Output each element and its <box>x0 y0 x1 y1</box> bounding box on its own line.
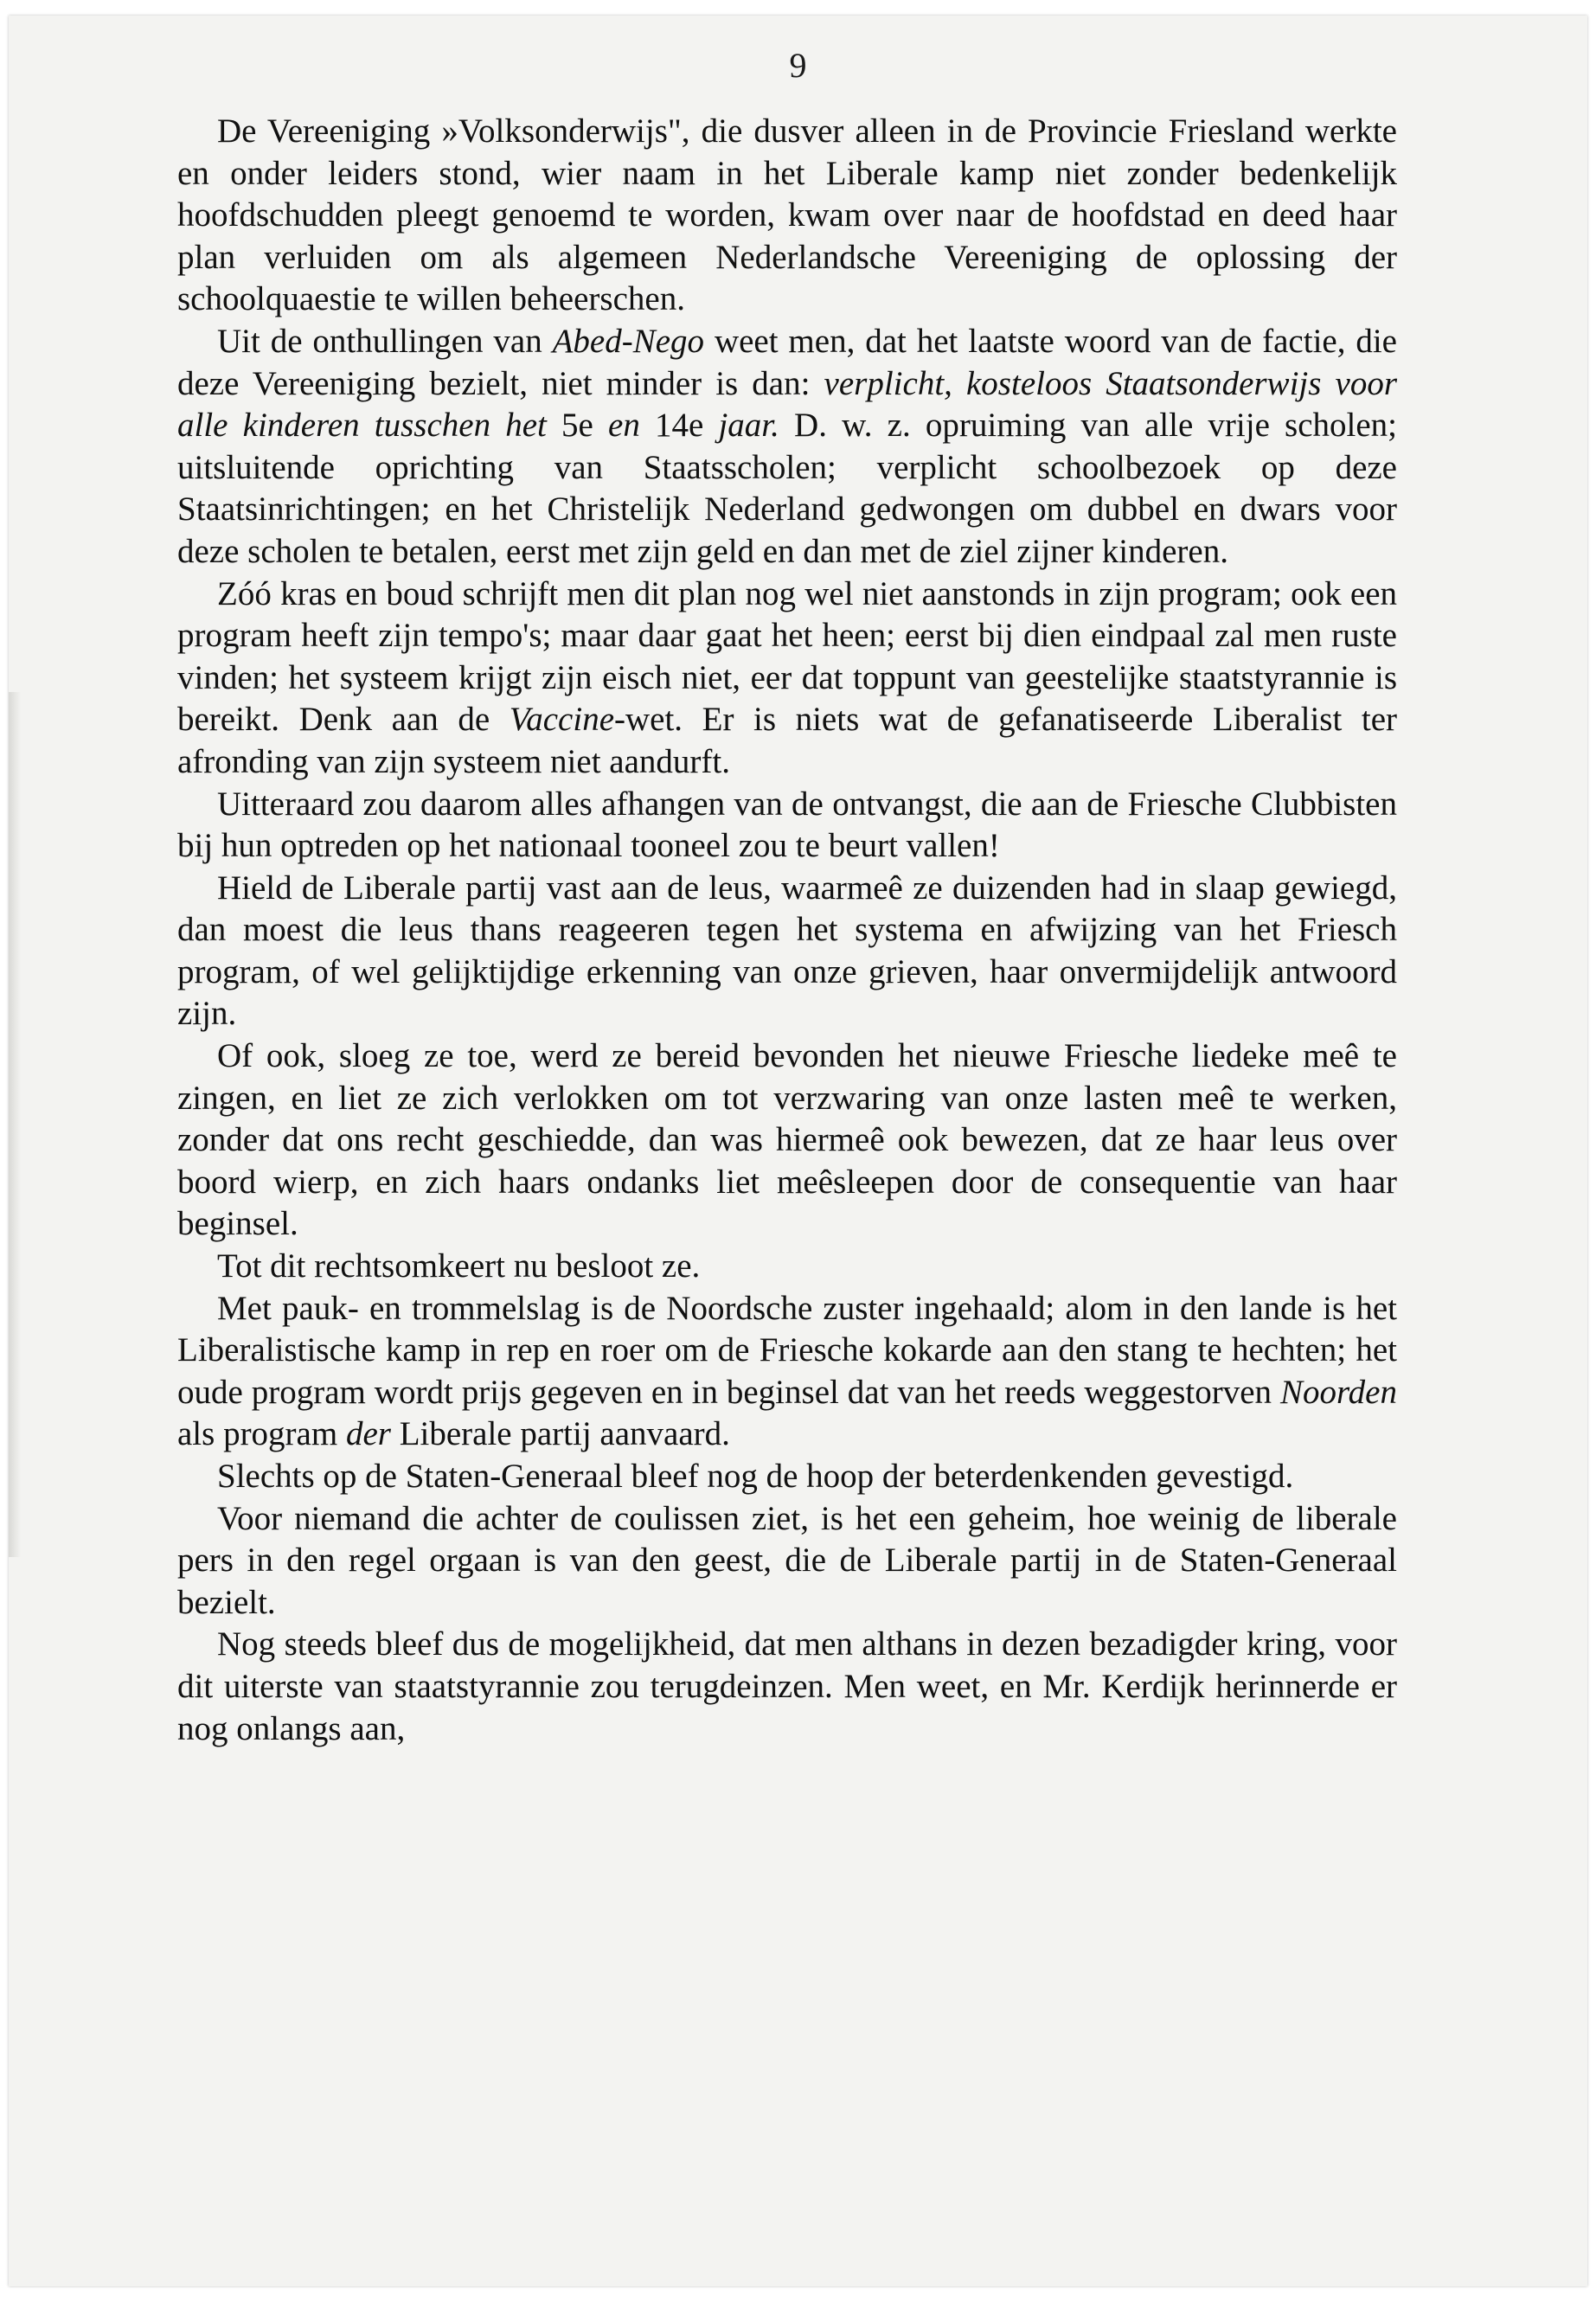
paragraph-2 <box>177 321 1397 574</box>
paragraph-11 <box>177 1624 1397 1750</box>
page-number: 9 <box>789 46 807 85</box>
text-run: De Vereeniging »Volksonderwijs", die dusver alleen in de Provincie Friesland werkte en onder leiders stond, wier naam in het Liberale kamp niet zonder bedenkelijk hoofdschudden pleegt genoemd te worden, kwam over naar de hoofdstad en deed haar plan verluiden om als algemeen Nederlandsche Vereeniging de oplossing der schoolquaestie te willen beheerschen. <box>177 112 1397 318</box>
paragraph-8 <box>177 1288 1397 1456</box>
text-run: Zóó kras en boud schrijft men dit plan nog wel niet aanstonds in zijn program; ook een program heeft zijn tempo's; maar daar gaat het heen; eerst bij dien eindpaal zal men ruste vinden; het systeem krijgt zijn eisch niet, eer dat toppunt van geestelijke staatstyrannie is bereikt. Denk aan de <box>177 574 1397 739</box>
paragraph-3 <box>177 574 1397 784</box>
text-run: Slechts op de Staten-Generaal bleef nog de hoop der beterdenkenden gevestigd. <box>217 1458 1294 1495</box>
text-run: 5e <box>546 407 609 445</box>
paragraph-6 <box>177 1035 1397 1246</box>
paragraph-1 <box>177 111 1397 321</box>
text-run: Liberale partij aanvaard. <box>390 1415 730 1453</box>
italic-text: Abed-Nego <box>552 322 705 360</box>
italic-text: en <box>608 407 640 445</box>
text-run: Of ook, sloeg ze toe, werd ze bereid bevonden het nieuwe Friesche liedeke meê te zingen, en liet ze zich verlokken om tot verzwaring van onze lasten meê te werken, zonder dat ons recht geschiedde, dan was hiermeê ook bewezen, dat ze haar leus over boord wierp, en zich haars ondanks liet meêsleepen door de consequentie van haar beginsel. <box>177 1037 1397 1243</box>
text-run: weet men, dat het laatste woord van de factie, die deze Vereeniging bezielt, niet minder is dan: <box>177 322 1397 402</box>
italic-text: Vaccine <box>509 701 614 739</box>
italic-text: jaar. <box>718 407 779 445</box>
text-run: Uit de onthullingen van <box>217 322 553 360</box>
paragraph-9 <box>177 1456 1397 1498</box>
text-run: Uitteraard zou daarom alles afhangen van de ontvangst, die aan de Friesche Clubbisten bij hun optreden op het nationaal tooneel zou te beurt vallen! <box>177 785 1397 865</box>
text-run: 14e <box>639 407 719 445</box>
paragraph-5 <box>177 868 1397 1035</box>
page-binding-edge <box>9 692 21 1557</box>
italic-text: verplicht, kosteloos Staatsonderwijs voor alle kinderen tusschen het <box>177 364 1397 445</box>
text-run: Hield de Liberale partij vast aan de leus, waarmeê ze duizenden had in slaap gewiegd, dan moest die leus thans reageeren tegen het systema en afwijzing van het Friesch program, of wel gelijktijdige erkenning van onze grieven, haar onvermijdelijk antwoord zijn. <box>177 868 1397 1033</box>
text-run: Nog steeds bleef dus de mogelijkheid, dat men althans in dezen bezadigder kring, voor dit uiterste van staatstyrannie zou terugdeinzen. Men weet, en Mr. Kerdijk herinnerde er nog onlangs aan, <box>177 1625 1397 1747</box>
italic-text: Noorden <box>1279 1373 1397 1411</box>
text-run: -wet. Er is niets wat de gefanatiseerde Liberalist ter afronding van zijn systeem niet aandurft. <box>177 701 1397 780</box>
paragraph-7 <box>177 1246 1397 1288</box>
text-run: Met pauk- en trommelslag is de Noordsche zuster ingehaald; alom in den lande is het Liberalistische kamp in rep en roer om de Friesche kokarde aan den stang te hechten; het oude program wordt prijs gegeven en in beginsel dat van het reeds weggestorven <box>177 1289 1397 1411</box>
text-run: D. w. z. opruiming van alle vrije scholen; uitsluitende oprichting van Staatsscholen; verplicht schoolbezoek op deze Staatsinrichtingen; en het Christelijk Nederland gedwongen om dubbel en dwars voor deze scholen te betalen, eerst met zijn geld en dan met de ziel zijner kinderen. <box>177 407 1398 570</box>
body-text <box>177 111 1397 1750</box>
paragraph-4 <box>177 784 1397 868</box>
paragraph-10 <box>177 1498 1397 1625</box>
text-run: Tot dit rechtsomkeert nu besloot ze. <box>217 1247 701 1285</box>
italic-text: der <box>345 1415 391 1453</box>
text-run: Voor niemand die achter de coulissen ziet, is het een geheim, hoe weinig de liberale pers in den regel orgaan is van den geest, die de Liberale partij in de Staten-Generaal bezielt. <box>177 1499 1397 1621</box>
text-run: als program <box>177 1415 346 1453</box>
